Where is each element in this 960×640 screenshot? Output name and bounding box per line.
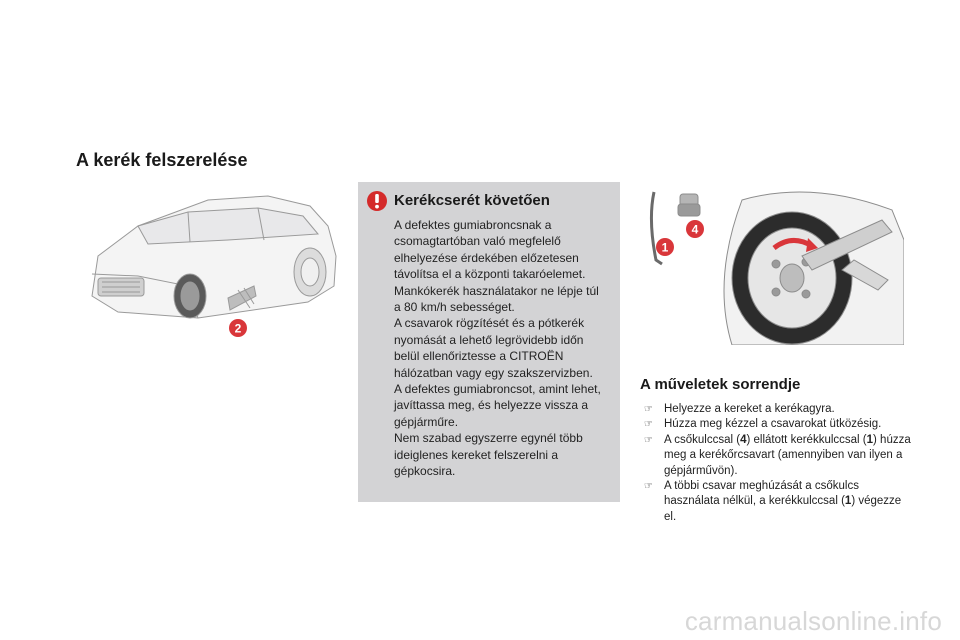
step-text: A csőkulccsal ( xyxy=(664,433,741,446)
step-item xyxy=(642,479,912,525)
warning-text-line: nyomását a lehető legrövidebb időn xyxy=(394,332,584,347)
pointing-hand-icon: ☞ xyxy=(644,481,653,493)
badge-4-label: 4 xyxy=(691,222,699,237)
warning-text-line: A defektes gumiabroncsnak a xyxy=(394,218,552,232)
step-reference-number: 4 xyxy=(740,433,747,446)
warning-box xyxy=(358,182,620,502)
step-text: Húzza meg kézzel a csavarokat ütközésig. xyxy=(664,418,882,431)
step-item xyxy=(642,417,912,432)
pointing-hand-icon: ☞ xyxy=(644,434,653,446)
pointing-hand-icon: ☞ xyxy=(644,404,653,415)
warning-text-line: gépkocsira. xyxy=(394,464,456,479)
warning-text-line: elhelyezése érdekében előzetesen xyxy=(394,250,579,265)
step-reference-number: 1 xyxy=(844,495,852,508)
step-text: A többi csavar meghúzását a csőkulcs használata nélkül, a kerékkulccsal ( xyxy=(664,480,859,508)
watermark: carmanualsonline.info xyxy=(684,606,942,636)
steps-list xyxy=(642,402,912,525)
badge-1-label: 1 xyxy=(661,240,669,255)
warning-text-line: gépjárműre. xyxy=(394,414,459,429)
warning-exclamation-icon xyxy=(366,190,388,212)
warning-text-line: A defektes gumiabroncsot, amint lehet, xyxy=(394,382,601,397)
warning-text-line: ideiglenes kereket felszerelni a xyxy=(394,447,559,462)
warning-text-line: Nem szabad egyszerre egynél több xyxy=(394,431,583,446)
steps-heading: A műveletek sorrendje xyxy=(640,376,801,393)
step-item xyxy=(642,402,912,417)
pointing-hand-icon: ☞ xyxy=(644,419,653,431)
warning-text xyxy=(394,217,608,480)
warning-title: Kerékcserét követően xyxy=(394,192,550,209)
page-title: A kerék felszerelése xyxy=(76,150,248,170)
warning-text-line: hálózatban vagy egy szakszervizben. xyxy=(394,365,593,380)
warning-text-line: A csavarok rögzítését és a pótkerék xyxy=(394,316,585,331)
warning-text-line: javíttassa meg, és helyezze vissza a xyxy=(394,398,589,413)
wheel-bolt-illustration xyxy=(642,180,904,345)
car-jack-illustration xyxy=(78,186,342,346)
badge-2-label: 2 xyxy=(234,321,242,336)
step-item xyxy=(642,433,912,479)
warning-text-line: távolítsa el a központi takaróelemet. xyxy=(394,267,586,282)
warning-text-line: belül ellenőriztesse a CITROËN xyxy=(394,349,564,364)
step-text: Helyezze a kereket a kerékagyra. xyxy=(664,403,835,415)
step-text: ) végezze el. xyxy=(664,495,902,523)
warning-text-line: Mankókerék használatakor ne lépje túl xyxy=(394,283,599,298)
warning-text-line: a 80 km/h sebességet. xyxy=(394,300,515,315)
warning-text-line: csomagtartóban való megfelelő xyxy=(394,234,561,249)
step-text: ) húzza meg a kerékőrcsavart (amennyiben van ilyen a gépjárművön). xyxy=(664,433,911,477)
step-text: ) ellátott kerékkulccsal ( xyxy=(746,433,867,446)
step-reference-number: 1 xyxy=(866,433,874,446)
